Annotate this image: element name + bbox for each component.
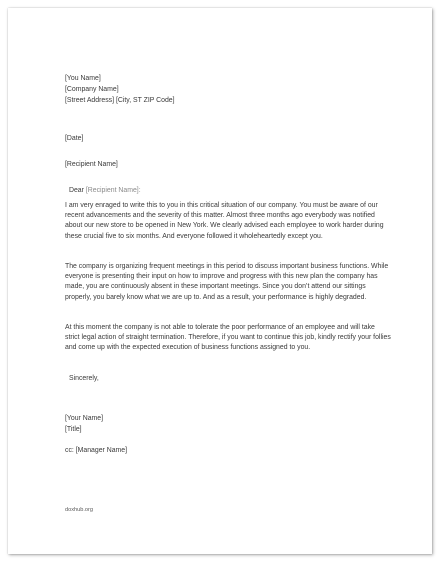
closing: Sincerely,	[69, 375, 99, 382]
letter-date: [Date]	[65, 135, 84, 142]
recipient-name: [Recipient Name]	[65, 161, 118, 168]
sender-name: [You Name]	[65, 75, 101, 82]
signature-title: [Title]	[65, 426, 82, 433]
letter-page	[8, 8, 432, 554]
body-paragraph-3: At this moment the company is not able to tolerate the poor performance of an employee and will take strict legal action of straight termination. Therefore, if you want to continue this job, kindly rectify your follies and come up with the expected execution of business functions assigned to you.	[65, 324, 391, 352]
body-paragraph-2: The company is organizing frequent meetings in this period to discuss important business functions. While everyone is presenting their input on how to improve and progress with this new plan the company has made, you are continuously absent in these important meetings. Since you don’t attend our sittings properly, you barely know what we are up to. And as a result, your performance is highly degraded.	[65, 263, 389, 301]
signature-name: [Your Name]	[65, 415, 104, 422]
sender-address: [Street Address] [City, ST ZIP Code]	[65, 97, 175, 104]
sender-company: [Company Name]	[65, 86, 119, 93]
salutation-prefix: Dear	[69, 187, 84, 194]
cc-line: cc: [Manager Name]	[65, 447, 128, 454]
salutation-colon: :	[138, 187, 141, 194]
salutation-recipient: [Recipient Name]	[85, 187, 139, 194]
salutation	[69, 186, 141, 196]
footer-brand[interactable]: doxhub.org	[65, 507, 93, 513]
body-paragraph-1: I am very enraged to write this to you in this critical situation of our company. You must be aware of our recent advancements and the severity of this matter. Almost three months ago everybody was notified about our new store to be opened in New York. We clearly advised each employee to work harder during these crucial five to six months. And everyone followed it wholeheartedly except you.	[65, 202, 384, 240]
